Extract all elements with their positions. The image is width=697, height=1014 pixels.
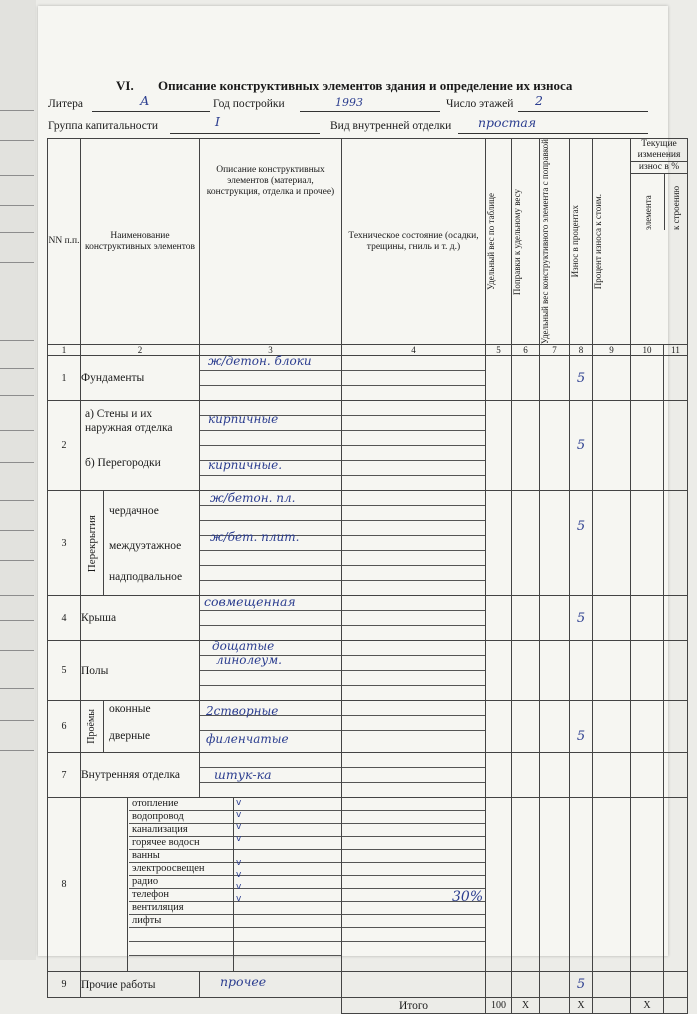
column-numbers-row: 1 2 3 4 5 6 7 8 9 10 11 — [48, 345, 688, 356]
table-row: 4 Крыша совмещенная 5 — [48, 596, 688, 641]
check-mark: v — [236, 834, 242, 845]
element-desc: ж/детон. блоки — [208, 354, 312, 369]
slab-attic: чердачное — [109, 505, 159, 518]
group-label: Группа капитальности — [48, 120, 159, 132]
check-mark: v — [236, 810, 242, 821]
element-name: Фундаменты — [81, 356, 200, 401]
check-mark: v — [236, 822, 242, 833]
total-row: Итого 100 Х Х Х — [48, 998, 688, 1014]
slab-group-label: Перекрытия — [86, 514, 98, 572]
slab-attic-desc: ж/бетон. пл. — [210, 491, 296, 506]
utility-item: вентиляция — [129, 902, 341, 915]
element-name: Прочие работы — [81, 972, 200, 998]
col-header-building: к строению — [671, 185, 681, 230]
wear-value: 5 — [576, 610, 586, 626]
col-header-state: Техническое состояние (осадки, трещины, гниль и т. д.) — [342, 139, 486, 345]
element-desc: прочее — [220, 974, 267, 990]
table-row: 7 Внутренняя отделка штук-ка — [48, 753, 688, 798]
element-name-partitions: б) Перегородки — [85, 457, 161, 470]
wear-value: 5 — [576, 729, 586, 745]
wear-value: 5 — [576, 370, 586, 386]
check-mark: v — [236, 894, 242, 905]
utility-item: телефон — [129, 889, 341, 902]
opening-door-desc: филенчатые — [206, 732, 289, 747]
col-header-desc: Описание конструктивных элементов (материал, конструкция, отделка и прочее) — [200, 139, 342, 345]
check-mark: v — [236, 870, 242, 881]
col-header-changes: Текущие изменения — [637, 139, 681, 160]
litera-value: А — [140, 93, 150, 108]
utility-item: радио — [129, 876, 341, 889]
handwritten-total: 30% — [452, 889, 484, 905]
col-header-wear-pct: износ в % — [631, 161, 687, 173]
utility-item: отопление — [129, 798, 341, 811]
col-header-name: Наименование конструктивных элементов — [81, 139, 200, 345]
element-desc-walls: кирпичные — [208, 412, 279, 427]
table-row: 5 Полы дощатые линолеум. — [48, 641, 688, 701]
utility-item: электроосвещен — [129, 863, 341, 876]
col-header-correction: Поправки к удельному весу — [512, 188, 522, 295]
utility-item: лифты — [129, 915, 341, 928]
utility-item: ванны — [129, 850, 341, 863]
col-header-num: NN п.п. — [48, 139, 81, 345]
finish-label: Вид внутренней отделки — [330, 120, 452, 132]
finish-value: простая — [478, 115, 537, 130]
table-row: 3 Перекрытия чердачное междуэтажное надподвальное ж/бетон. пл. ж/бет. плит. 5 — [48, 491, 688, 596]
year-label: Год постройки — [213, 98, 285, 110]
floors-label: Число этажей — [446, 98, 514, 110]
wear-value: 5 — [576, 977, 586, 993]
table-row: 8 отопление водопровод канализация горячее водосн ванны электроосвещен радио телефон вентиляция лифты v v v v v v v v — [48, 798, 688, 972]
element-desc-1: дощатые — [212, 639, 275, 654]
element-desc-2: линолеум. — [216, 653, 282, 668]
slab-interfloor: междуэтажное — [109, 540, 182, 553]
opening-window: оконные — [109, 703, 151, 716]
section-number: VI. — [116, 78, 134, 93]
utility-item: горячее водосн — [129, 837, 341, 850]
check-mark: v — [236, 882, 242, 893]
binding-strip — [0, 0, 36, 960]
col-header-weight: Удельный вес по таблице — [486, 193, 496, 291]
total-weight: 100 — [486, 998, 512, 1014]
section-title: Описание конструктивных элементов здания и определение их износа — [158, 78, 573, 93]
litera-label: Литера — [48, 98, 83, 110]
element-name: Крыша — [81, 596, 200, 641]
wear-value: 5 — [576, 438, 586, 454]
slab-interfloor-desc: ж/бет. плит. — [210, 530, 300, 545]
floors-value: 2 — [535, 93, 543, 108]
col-header-weight-corrected: Удельный вес конструктивного элемента с поправкой — [540, 139, 550, 345]
openings-group-label: Проёмы — [86, 709, 97, 745]
element-name-walls: а) Стены и их наружная отделка — [85, 408, 173, 435]
table-row: 1 Фундаменты ж/детон. блоки 5 — [48, 356, 688, 401]
wear-value: 5 — [576, 519, 586, 535]
opening-window-desc: 2створные — [206, 704, 279, 719]
group-value: I — [215, 114, 220, 129]
table-row: 9 Прочие работы прочее 5 — [48, 972, 688, 998]
col-header-wear: Износ в процентах — [570, 205, 580, 278]
check-mark: v — [236, 858, 242, 869]
utility-item: водопровод — [129, 811, 341, 824]
total-label: Итого — [342, 998, 486, 1014]
opening-door: дверные — [109, 730, 151, 743]
table-row: 6 Проёмы оконные дверные 2створные филенчатые 5 — [48, 701, 688, 753]
element-name: Полы — [81, 641, 200, 701]
element-name: Внутренняя отделка — [81, 753, 200, 798]
col-header-element: элемента — [642, 195, 653, 230]
element-desc-partitions: кирпичные. — [208, 458, 283, 473]
col-header-wear-cost: Процент износа к стоим. — [593, 193, 603, 290]
elements-table — [47, 138, 688, 1014]
slab-basement: надподвальное — [109, 571, 183, 584]
check-mark: v — [236, 798, 242, 809]
year-value: 1993 — [335, 96, 363, 109]
element-desc: штук-ка — [214, 767, 272, 783]
table-row: 2 а) Стены и их наружная отделка б) Перегородки кирпичные кирпичные. 5 — [48, 401, 688, 491]
element-desc: совмещенная — [204, 594, 296, 610]
utility-item: канализация — [129, 824, 341, 837]
